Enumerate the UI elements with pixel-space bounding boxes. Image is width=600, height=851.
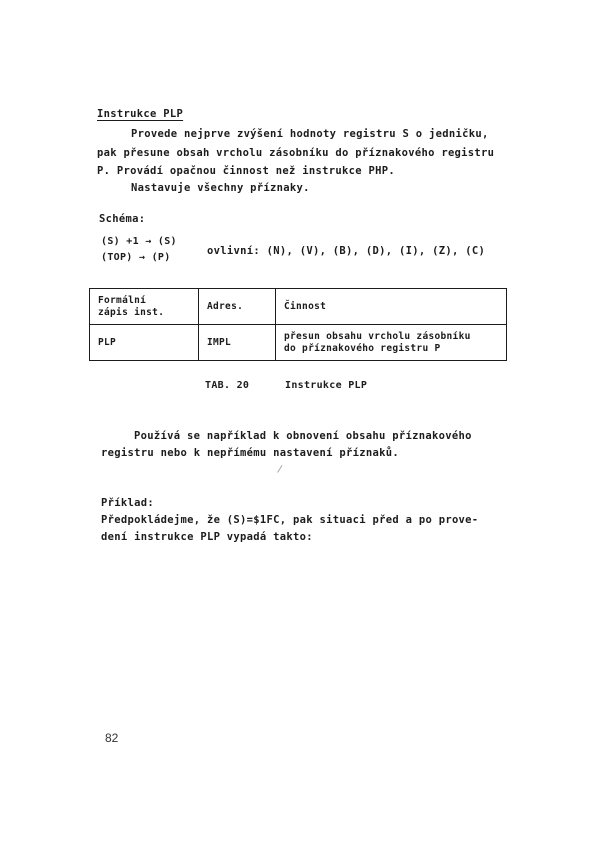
table-caption-id: TAB. 20 <box>205 380 250 391</box>
intro-line-1: Provede nejprve zvýšení hodnoty registru S o jedničku, <box>131 128 489 140</box>
instruction-table <box>89 288 507 361</box>
header-addressing: Adres. <box>199 289 276 325</box>
cell-addressing: IMPL <box>199 325 276 361</box>
example-label: Příklad: <box>101 497 154 509</box>
usage-line-1: Používá se například k obnovení obsahu příznakového <box>134 430 472 442</box>
page-number: 82 <box>105 731 119 745</box>
example-line-1: Předpokládejme, že (S)=$1FC, pak situaci před a po prove- <box>101 514 479 526</box>
table-caption-title: Instrukce PLP <box>285 380 368 391</box>
intro-line-4: Nastavuje všechny příznaky. <box>131 182 310 194</box>
schema-label: Schéma: <box>99 213 146 225</box>
section-heading: Instrukce PLP <box>97 108 184 120</box>
schema-affects: ovlivní: (N), (V), (B), (D), (I), (Z), (C) <box>207 245 486 257</box>
usage-line-2: registru nebo k nepřímému nastavení příznaků. <box>101 447 399 459</box>
pen-mark: / <box>276 463 283 476</box>
header-activity: Činnost <box>276 289 507 325</box>
schema-line-2: (TOP) → (P) <box>101 252 171 263</box>
cell-instruction: PLP <box>90 325 199 361</box>
intro-line-2: pak přesune obsah vrcholu zásobníku do příznakového registru <box>97 147 495 159</box>
table-row <box>90 325 507 361</box>
cell-activity: přesun obsahu vrcholu zásobníku do příznakového registru P <box>276 325 507 361</box>
header-formal-notation: Formální zápis inst. <box>90 289 199 325</box>
example-line-2: dení instrukce PLP vypadá takto: <box>101 531 313 543</box>
table-header-row <box>90 289 507 325</box>
schema-line-1: (S) +1 → (S) <box>101 236 177 247</box>
intro-line-3: P. Provádí opačnou činnost než instrukce PHP. <box>97 165 395 177</box>
